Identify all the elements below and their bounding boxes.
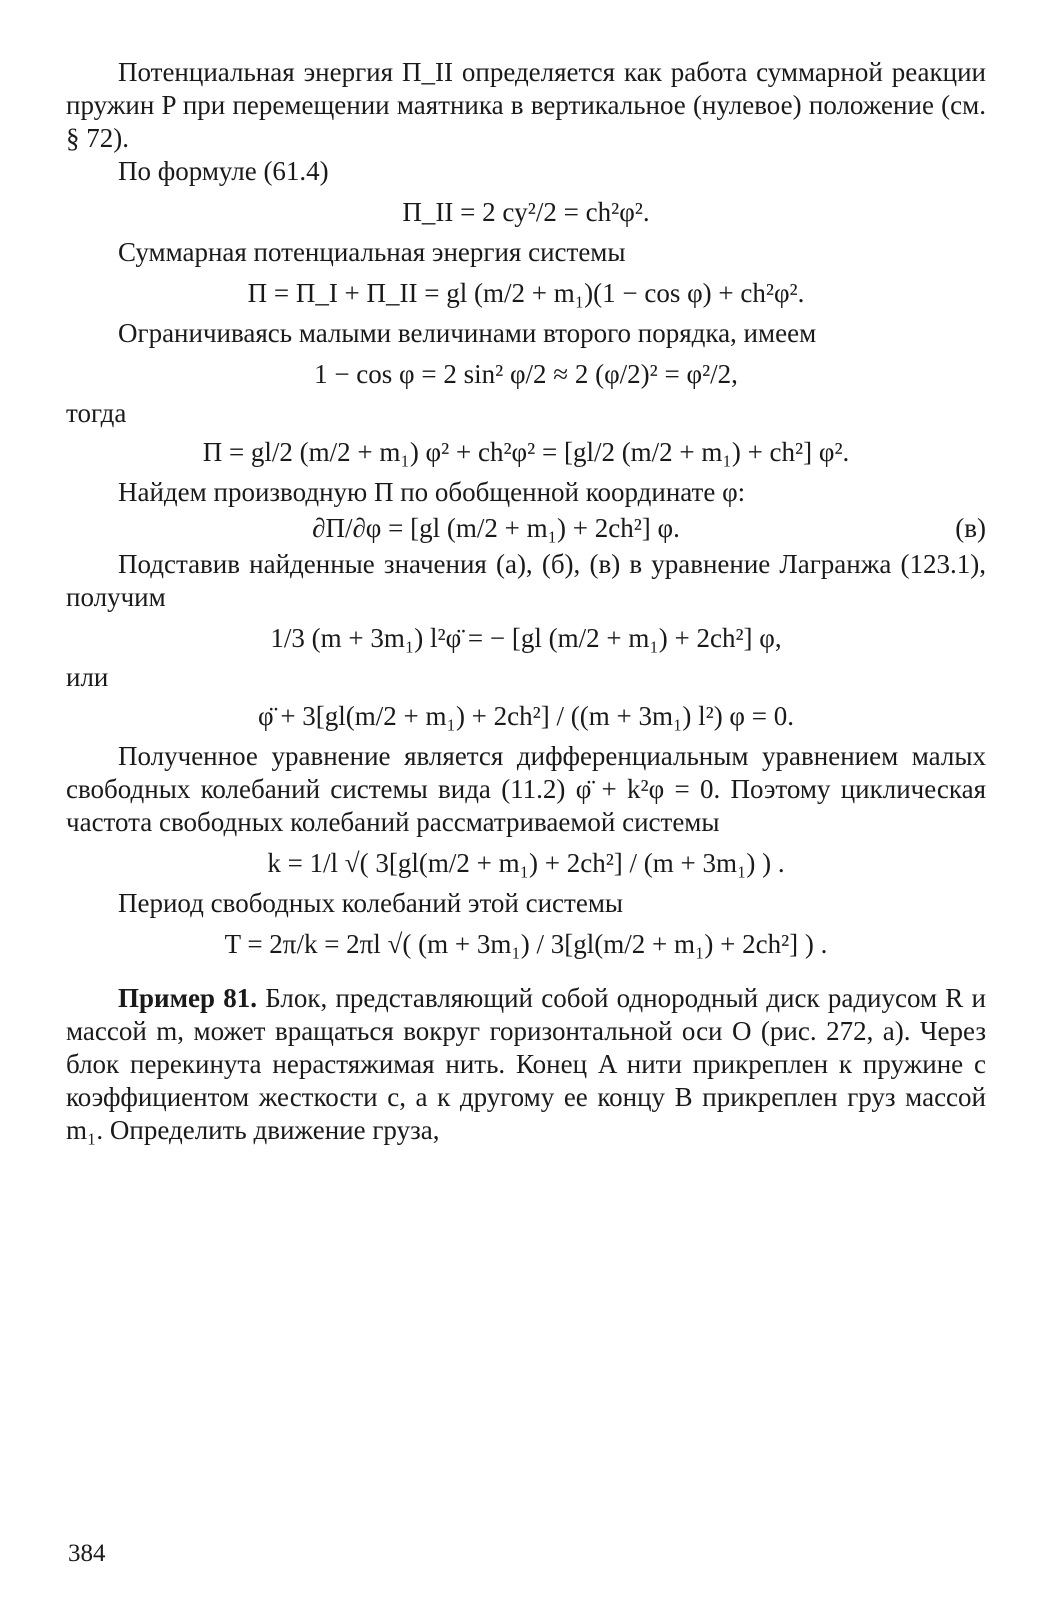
paragraph-8: или bbox=[66, 662, 109, 692]
formula-total-potential-energy: П = П_I + П_II = gl (m/2 + m₁)(1 − cos φ) + ch²φ². bbox=[247, 278, 805, 308]
formula-cos-approximation: 1 − cos φ = 2 sin² φ/2 ≈ 2 (φ/2)² = φ²/2, bbox=[314, 359, 738, 389]
paragraph-7: Подставив найденные значения (а), (б), (в) в уравнение Лагранжа (123.1), получим bbox=[66, 549, 986, 612]
paragraph-9: Полученное уравнение является дифференциальным уравнением малых свободных колебаний системы вида (11.2) φ̈ + k²φ = 0. Поэтому циклическая частота свободных колебаний рассматриваемой системы bbox=[66, 741, 986, 837]
paragraph-1: Потенциальная энергия П_II определяется как работа суммарной реакции пружин P при перемещении маятника в вертикальное (нулевое) положение (см. § 72). bbox=[66, 57, 986, 153]
formula-lagrange-result: 1/3 (m + 3m₁) l²φ̈ = − [gl (m/2 + m₁) + 2ch²] φ, bbox=[270, 623, 782, 653]
formula-potential-energy-II: П_II = 2 cy²/2 = ch²φ². bbox=[402, 197, 650, 227]
example-label: Пример 81. bbox=[118, 983, 257, 1013]
equation-label: (в) bbox=[955, 513, 986, 543]
paragraph-6: Найдем производную П по обобщенной координате φ: bbox=[118, 477, 746, 507]
paragraph-10: Период свободных колебаний этой системы bbox=[118, 888, 624, 918]
paragraph-4: Ограничиваясь малыми величинами второго порядка, имеем bbox=[118, 318, 817, 348]
example-paragraph bbox=[66, 982, 986, 1147]
page-content bbox=[66, 56, 986, 1147]
formula-differential-equation: φ̈ + 3[gl(m/2 + m₁) + 2ch²] / ((m + 3m₁) l²) φ = 0. bbox=[258, 701, 794, 731]
formula-derivative-row bbox=[66, 513, 986, 544]
page-number: 384 bbox=[68, 1540, 106, 1567]
paragraph-2: По формуле (61.4) bbox=[118, 156, 329, 186]
formula-cyclic-frequency: k = 1/l √( 3[gl(m/2 + m₁) + 2ch²] / (m + 3m₁) ) . bbox=[267, 848, 785, 878]
paragraph-3: Суммарная потенциальная энергия системы bbox=[118, 237, 626, 267]
paragraph-5: тогда bbox=[66, 398, 127, 428]
example-text: Блок, представляющий собой однородный диск радиусом R и массой m, может вращаться вокруг горизонтальной оси O (рис. 272, а). Через блок перекинута нерастяжимая нить. Конец A нити прикреплен к пружине с коэффициентом жесткости c, а к другому ее концу B прикреплен груз массой m₁. Определить движение груза, bbox=[66, 983, 987, 1145]
formula-period: T = 2π/k = 2πl √( (m + 3m₁) / 3[gl(m/2 + m₁) + 2ch²] ) . bbox=[224, 929, 828, 959]
formula-derivative: ∂П/∂φ = [gl (m/2 + m₁) + 2ch²] φ. bbox=[312, 513, 680, 543]
formula-potential-energy-simplified: П = gl/2 (m/2 + m₁) φ² + ch²φ² = [gl/2 (m/2 + m₁) + ch²] φ². bbox=[202, 437, 850, 467]
